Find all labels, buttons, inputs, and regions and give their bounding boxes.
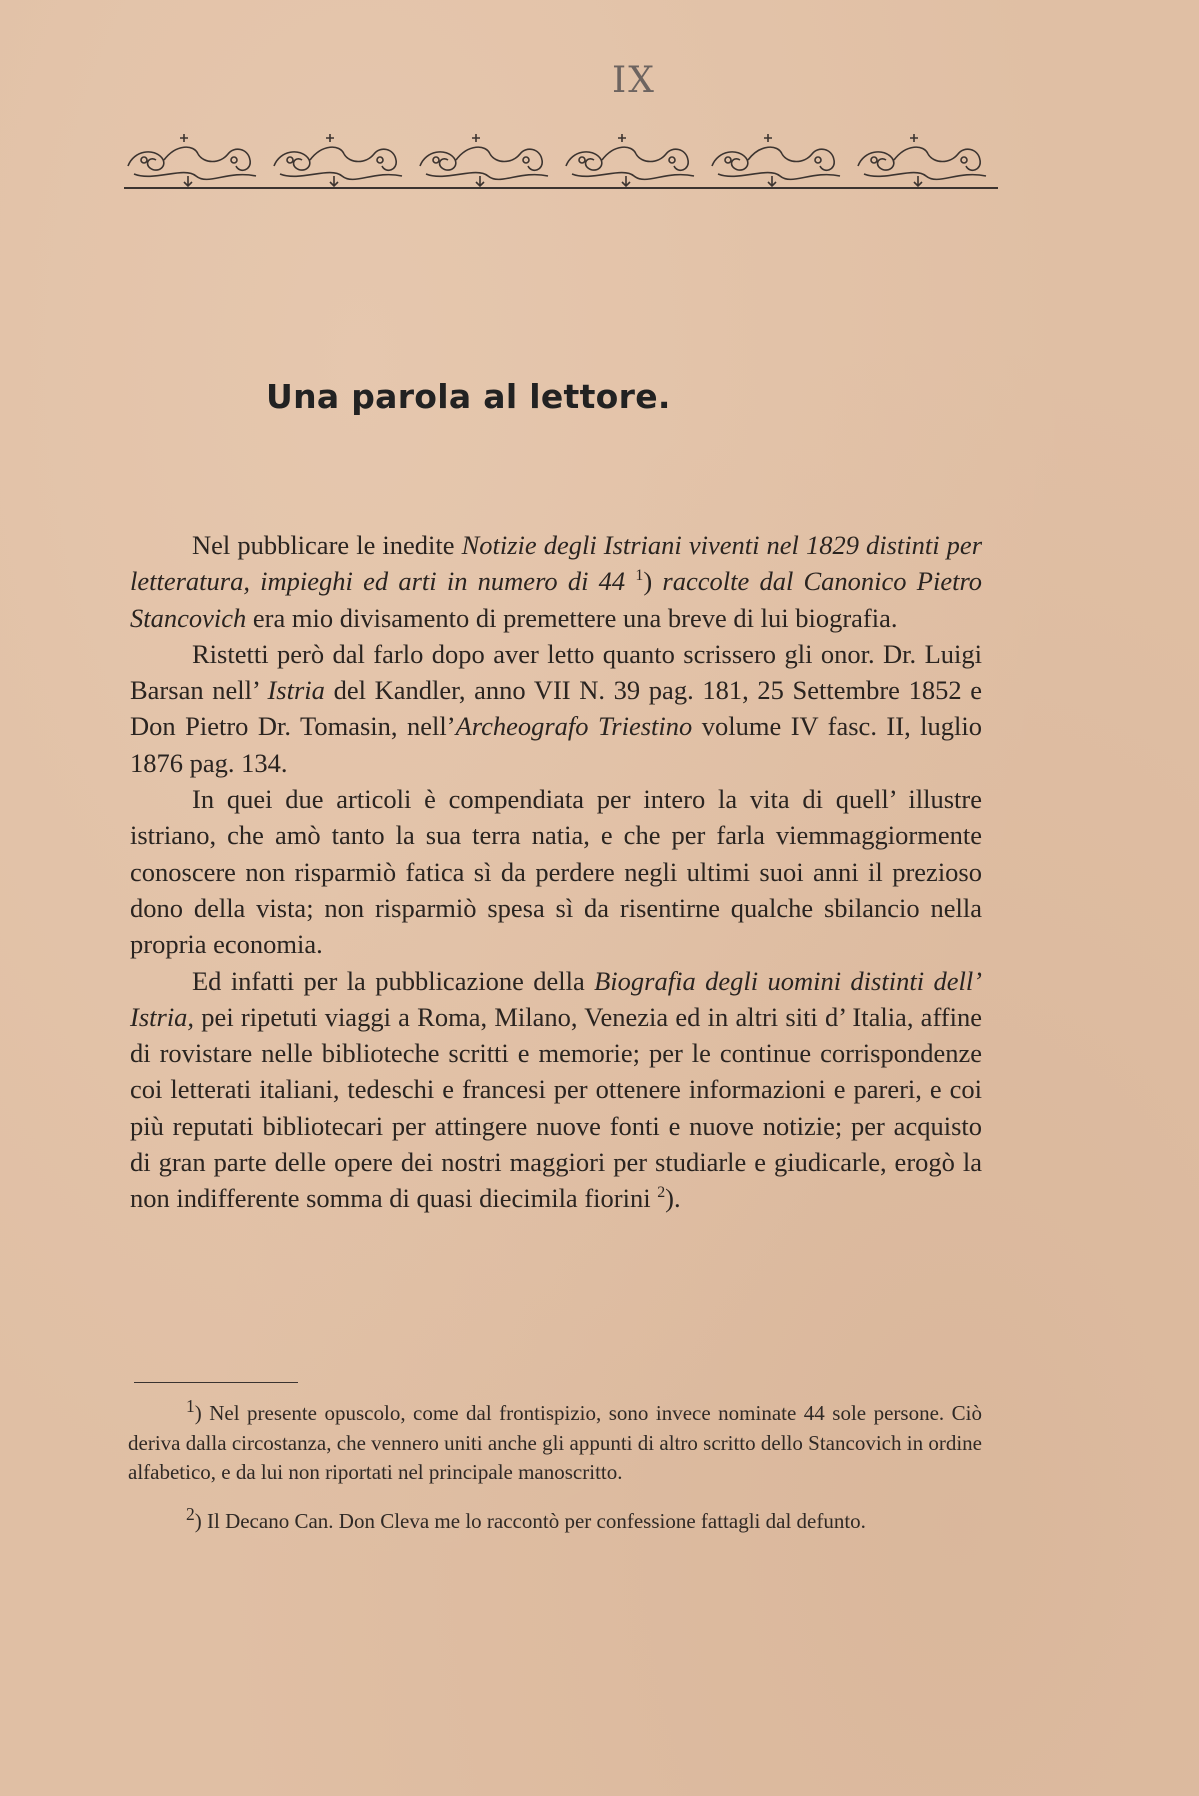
text-run: Ristetti però dal farlo dopo aver letto quanto scrissero gli onor. Dr. Luigi Barsan nell’ <box>130 638 982 706</box>
text-run: Ed infatti per la pubblicazione della <box>192 965 595 996</box>
text-run: volume IV fasc. II, luglio 1876 pag. 134. <box>130 711 983 778</box>
footnote-separator <box>134 1382 298 1383</box>
text-run: Nel pubblicare le inedite <box>192 530 462 560</box>
page-number: IX <box>612 60 656 101</box>
footnote-text: ) Il Decano Can. Don Cleva me lo raccontò per confessione fattagli dal defunto. <box>194 1508 866 1533</box>
text-run <box>625 566 635 596</box>
italic-text: Istria <box>267 675 325 706</box>
footnote <box>128 1500 982 1537</box>
footnote-marker: 1 <box>635 567 644 585</box>
text-run: ) <box>643 566 663 597</box>
text-run: In quei due articoli è compendiata per intero la vita di quell’ illustre istriano, che amò tanto la sua terra natia, e che per farla viemmaggiormente conoscere non risparmiò fatica sì da perdere negli ultimi suoi anni il prezioso dono della vista; non risparmiò spesa sì da risentirne qualche sbilancio nella propria economia. <box>130 784 982 960</box>
body-text <box>130 527 982 1217</box>
footnotes <box>128 1392 982 1536</box>
italic-text: Notizie degli Istriani viventi nel 1829 distinti per letteratura, impieghi ed arti in numero di 44 <box>130 530 983 597</box>
footnote-marker: 1 <box>186 1396 195 1416</box>
italic-text: Biografia degli uomini distinti dell’ Istria, <box>130 965 983 1032</box>
paragraph <box>130 781 982 962</box>
paragraph <box>130 527 982 636</box>
ornamental-header-border <box>124 130 998 192</box>
text-run: era mio divisamento di premettere una breve di lui biografia. <box>246 602 898 633</box>
paragraph <box>130 636 982 781</box>
italic-text: raccolte dal Canonico Pietro Stancovich <box>130 566 983 633</box>
text-run: ). <box>665 1183 681 1214</box>
italic-text: Archeografo Triestino <box>455 711 693 742</box>
footnote-marker: 2 <box>657 1184 666 1202</box>
paragraph <box>130 963 982 1217</box>
page-title: Una parola al lettore. <box>266 377 671 416</box>
text-run: pei ripetuti viaggi a Roma, Milano, Venezia ed in altri siti d’ Italia, affine di rovistare nelle biblioteche scritti e memorie; per le continue corrispondenze coi letterati italiani, tedeschi e francesi per ottenere informazioni e pareri, e coi più reputati bibliotecari per attingere nuove fonti e nuove notizie; per acquisto di gran parte delle opere dei nostri maggiori per studiarle e giudicarle, erogò la non indifferente somma di quasi diecimila fiorini <box>130 1001 982 1214</box>
text-run: del Kandler, anno VII N. 39 pag. 181, 25 Settembre 1852 e Don Pietro Dr. Tomasin, nell’ <box>130 675 982 742</box>
footnote-text: ) Nel presente opuscolo, come dal frontispizio, sono invece nominate 44 sole persone. Ciò deriva dalla circostanza, che vennero uniti anche gli appunti di altro scritto dello Stancovich in ordine alfabetico, e da lui non riportati nel principale manoscritto. <box>128 1401 982 1484</box>
footnote-marker: 2 <box>186 1503 195 1524</box>
footnote <box>128 1392 982 1488</box>
